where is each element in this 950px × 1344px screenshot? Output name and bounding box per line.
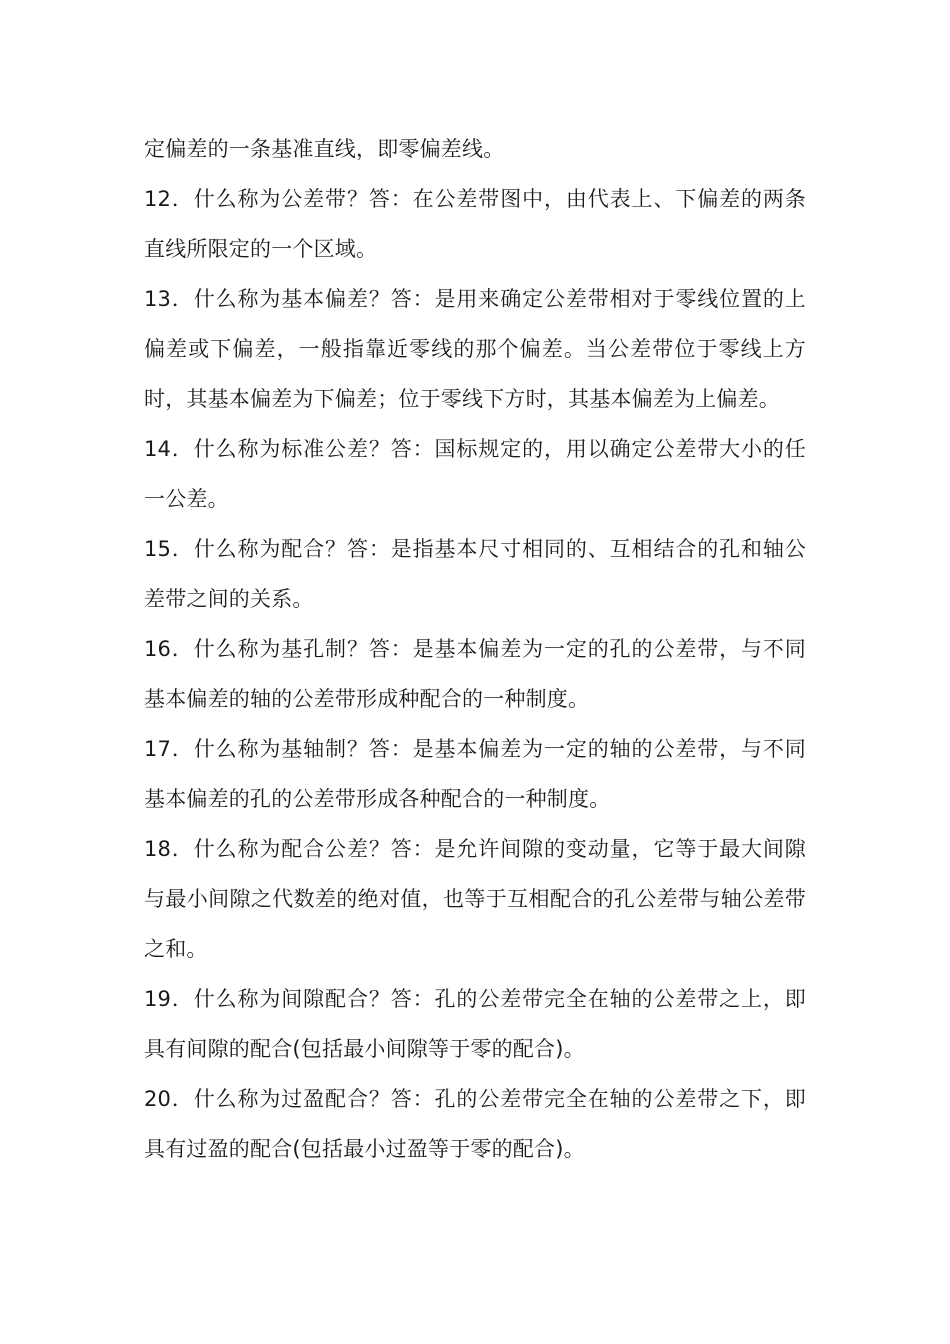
paragraph-q17: 17．什么称为基轴制？答：是基本偏差为一定的轴的公差带，与不同基本偏差的孔的公差带形成各种配合的一种制度。 <box>144 737 806 811</box>
paragraph-q18: 18．什么称为配合公差？答：是允许间隙的变动量，它等于最大间隙与最小间隙之代数差的绝对值，也等于互相配合的孔公差带与轴公差带之和。 <box>144 837 806 961</box>
paragraph-continuation: 定偏差的一条基准直线，即零偏差线。 <box>144 137 505 161</box>
paragraph-q19: 19．什么称为间隙配合？答：孔的公差带完全在轴的公差带之上，即具有间隙的配合(包括最小间隙等于零的配合)。 <box>144 987 806 1061</box>
paragraph-q14: 14．什么称为标准公差？答：国标规定的，用以确定公差带大小的任一公差。 <box>144 437 806 511</box>
paragraph-q13: 13．什么称为基本偏差？答：是用来确定公差带相对于零线位置的上偏差或下偏差，一般指靠近零线的那个偏差。当公差带位于零线上方时，其基本偏差为下偏差；位于零线下方时，其基本偏差为上偏差。 <box>144 287 806 411</box>
paragraph-q16: 16．什么称为基孔制？答：是基本偏差为一定的孔的公差带，与不同基本偏差的轴的公差带形成种配合的一种制度。 <box>144 637 806 711</box>
paragraph-q12: 12．什么称为公差带？答：在公差带图中，由代表上、下偏差的两条直线所限定的一个区域。 <box>144 187 806 261</box>
paragraph-q20: 20．什么称为过盈配合？答：孔的公差带完全在轴的公差带之下，即具有过盈的配合(包括最小过盈等于零的配合)。 <box>144 1087 806 1161</box>
paragraph-q15: 15．什么称为配合？答：是指基本尺寸相同的、互相结合的孔和轴公差带之间的关系。 <box>144 537 806 611</box>
document-body <box>144 124 806 1174</box>
